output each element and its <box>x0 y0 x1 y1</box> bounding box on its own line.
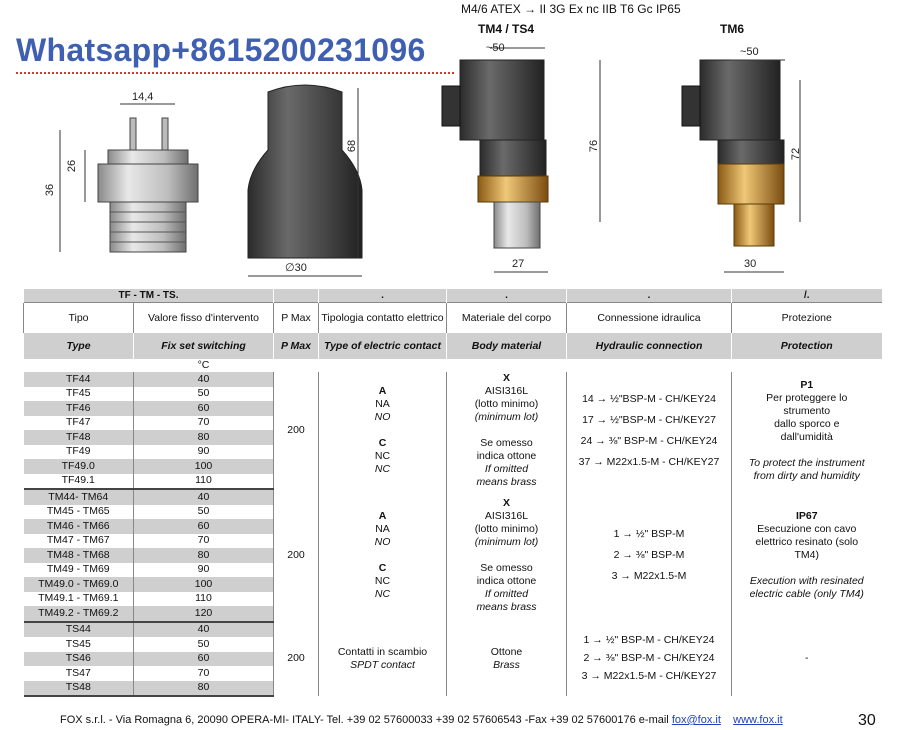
protection-cell-line: strumento <box>783 404 831 417</box>
temperature-cell: 80 <box>134 548 274 563</box>
connection-cell <box>567 489 732 622</box>
connection-option: 17 → ½"BSP-M - CH/KEY27 <box>582 413 716 426</box>
material-cell-line: (lotto minimo) <box>474 398 539 410</box>
contact-cell <box>319 372 447 489</box>
type-cell: TM47 - TM67 <box>46 534 110 547</box>
material-cell-line: If omitted <box>484 587 529 600</box>
col-header-en: Type <box>24 333 134 359</box>
protection-cell-line: Esecuzione con cavo <box>757 522 857 535</box>
unit-label: °C <box>197 359 210 371</box>
connection-option: 2 → ⅜" BSP-M <box>613 548 685 561</box>
temperature-cell: 100 <box>134 459 274 474</box>
connection-option: 3 → M22x1.5-M <box>611 569 687 582</box>
temperature-cell: 120 <box>134 606 274 622</box>
material-cell <box>447 489 567 622</box>
protection-cell <box>732 372 882 489</box>
col-header: Materiale del corpo <box>447 303 567 334</box>
type-cell: TF45 <box>65 387 91 400</box>
tm4-drawing <box>442 48 600 272</box>
col-header: Connessione idraulica <box>567 303 732 334</box>
watermark-text: Whatsapp+8615200231096 <box>16 32 426 68</box>
material-cell-line: Brass <box>493 658 520 671</box>
type-cell: TS48 <box>24 681 134 697</box>
temperature-cell: 50 <box>134 387 274 402</box>
type-cell: TF48 <box>24 430 134 445</box>
material-cell <box>447 622 567 697</box>
page-number: 30 <box>858 712 876 729</box>
protection-cell-line: elettrico resinato (solo <box>755 535 859 548</box>
temperature-cell: 70 <box>134 666 274 681</box>
temperature-cell: 60 <box>134 519 274 534</box>
product-drawings <box>0 0 898 289</box>
contact-cell-line: Contatti in scambio <box>337 645 428 658</box>
type-cell: TM44- TM64 <box>24 489 134 505</box>
protection-cell <box>732 622 882 697</box>
material-cell-line: Se omesso <box>480 437 533 449</box>
footer-address: FOX s.r.l. - Via Romagna 6, 20090 OPERA-MI- ITALY- Tel. +39 02 57600033 +39 02 57606543 -Fax +39 02 57600176 e-mail <box>60 714 669 726</box>
type-cell: TF46 <box>24 401 134 416</box>
material-cell-line: AISI316L <box>484 509 529 522</box>
material-cell-line: (lotto minimo) <box>474 522 539 535</box>
table-row <box>24 372 882 387</box>
header-row-en <box>24 333 882 359</box>
temperature-cell: 80 <box>134 430 274 445</box>
type-cell: TS46 <box>24 652 134 667</box>
header-row-it <box>24 303 882 334</box>
dim-height-2: 68 <box>346 139 359 153</box>
protection-cell-line: IP67 <box>795 509 818 522</box>
table-group-header <box>24 289 882 303</box>
contact-cell-line: NC <box>374 574 391 587</box>
tm4-title: TM4 / TS4 <box>478 22 535 36</box>
temperature-cell: 60 <box>134 652 274 667</box>
col-header: Valore fisso d'intervento <box>134 303 274 334</box>
col-header-en: Hydraulic connection <box>567 333 732 359</box>
dot-4: /. <box>732 289 882 303</box>
type-cell: TF49.1 <box>24 474 134 490</box>
contact-cell-line: NC <box>374 450 391 462</box>
contact-cell-line: NA <box>375 398 390 410</box>
dim-bottom-3: 27 <box>512 258 525 270</box>
material-cell-line: means brass <box>476 600 537 613</box>
type-cell: TF44 <box>24 372 134 387</box>
protection-cell <box>732 489 882 622</box>
type-cell: TM48 - TM68 <box>24 548 134 563</box>
connection-cell <box>567 622 732 697</box>
unit-row <box>24 359 882 372</box>
dim-height-4: 72 <box>790 147 803 161</box>
temperature-cell: 100 <box>134 577 274 592</box>
dot-2: . <box>447 289 567 303</box>
material-cell <box>447 372 567 489</box>
cap-drawing <box>248 85 362 276</box>
tm6-title: TM6 <box>720 22 744 36</box>
dim-height-3: 76 <box>588 139 601 153</box>
footer-email-link[interactable]: fox@fox.it <box>671 714 721 726</box>
contact-cell-line: SPDT contact <box>350 658 415 671</box>
temperature-cell: 110 <box>134 474 274 490</box>
material-cell-line: If omitted <box>484 463 529 475</box>
protection-cell-line: To protect the instrument <box>748 456 865 469</box>
contact-cell-line: NA <box>375 522 390 535</box>
connection-option: 2 → ⅜" BSP-M - CH/KEY24 <box>583 652 715 665</box>
dim-width-1: 14,4 <box>132 91 154 103</box>
connection-option: 14 → ½"BSP-M - CH/KEY24 <box>582 392 716 405</box>
temperature-cell: 40 <box>134 622 274 638</box>
temperature-cell: 110 <box>134 592 274 607</box>
contact-cell-line <box>319 424 446 437</box>
contact-cell-line: A <box>378 509 387 522</box>
temperature-cell: 60 <box>134 401 274 416</box>
type-cell: TM49.2 - TM69.2 <box>24 606 134 622</box>
temperature-cell: 70 <box>134 416 274 431</box>
connection-option: 24 → ⅜" BSP-M - CH/KEY24 <box>580 434 718 447</box>
protection-cell-line: dall'umidità <box>780 430 833 443</box>
protection-cell-line <box>732 562 882 575</box>
protection-cell-line <box>732 444 882 457</box>
material-cell-line: Ottone <box>490 645 523 658</box>
type-cell: TS45 <box>65 637 91 650</box>
col-header-en: Type of electric contact <box>319 333 447 359</box>
pmax-cell: 200 <box>274 622 319 697</box>
contact-cell-line: C <box>378 437 387 449</box>
material-cell-line: indica ottone <box>476 450 537 462</box>
material-cell-line: X <box>502 372 510 384</box>
tm6-drawing <box>682 60 803 272</box>
type-cell: TM49.0 - TM69.0 <box>24 577 134 592</box>
protection-cell-line: P1 <box>800 378 814 391</box>
protection-cell-line: dallo sporco e <box>774 417 840 430</box>
type-cell: TM49.1 - TM69.1 <box>38 592 119 605</box>
temperature-cell: 50 <box>134 637 274 652</box>
dim-height-1b: 36 <box>44 183 57 197</box>
contact-cell-line: NO <box>374 411 391 423</box>
spec-table <box>23 289 882 697</box>
temperature-cell: 70 <box>134 534 274 549</box>
protection-cell-line: from dirty and humidity <box>753 469 860 482</box>
temperature-cell: 80 <box>134 681 274 697</box>
temperature-cell: 90 <box>134 563 274 578</box>
col-header-en: Body material <box>447 333 567 359</box>
contact-cell-line: C <box>378 561 387 574</box>
material-cell-line: indica ottone <box>476 574 537 587</box>
contact-cell <box>319 489 447 622</box>
type-cell: TM46 - TM66 <box>24 519 134 534</box>
switch-drawing <box>60 104 198 252</box>
protection-cell-line: electric cable (only TM4) <box>749 587 864 600</box>
connection-cell <box>567 372 732 489</box>
temperature-cell: 40 <box>134 489 274 505</box>
type-cell: TF49.0 <box>24 459 134 474</box>
temperature-cell: 40 <box>134 372 274 387</box>
material-cell-line: (minimum lot) <box>474 535 539 548</box>
col-header-en: P Max <box>274 333 319 359</box>
contact-cell-line: NC <box>374 587 391 600</box>
type-cell: TS44 <box>24 622 134 638</box>
col-header: Tipologia contatto elettrico <box>319 303 447 334</box>
material-cell-line: AISI316L <box>484 385 529 397</box>
type-cell: TF47 <box>65 416 91 429</box>
material-cell-line: (minimum lot) <box>474 411 539 423</box>
footer-website-link[interactable]: www.fox.it <box>733 714 783 726</box>
type-cell: TM45 - TM65 <box>46 505 110 518</box>
protection-cell-line: - <box>805 652 809 665</box>
type-cell: TF49 <box>65 445 91 458</box>
protection-cell-line: TM4) <box>794 548 819 561</box>
col-header: Tipo <box>24 303 134 334</box>
contact-cell <box>319 622 447 697</box>
contact-cell-line: NO <box>374 535 391 548</box>
material-cell-line <box>447 424 566 437</box>
dim-bottom-4: 30 <box>744 258 757 270</box>
connection-option: 37 → M22x1.5-M - CH/KEY27 <box>578 455 720 468</box>
pmax-cell: 200 <box>274 489 319 622</box>
dim-diameter-2: ∅30 <box>285 262 307 274</box>
col-header: Protezione <box>732 303 882 334</box>
dim-top-4: ~50 <box>740 46 759 58</box>
material-cell-line: X <box>502 496 510 509</box>
atex-caption: M4/6 ATEX → II 3G Ex nc IIB T6 Gc IP65 <box>461 2 681 16</box>
material-cell-line <box>447 549 566 562</box>
material-cell-line: Se omesso <box>480 561 533 574</box>
dot-1: . <box>319 289 447 303</box>
contact-cell-line: NC <box>374 463 391 475</box>
table-row <box>24 489 882 505</box>
protection-cell-line: Execution with resinated <box>749 574 864 587</box>
table-row <box>24 622 882 638</box>
type-cell: TM49 - TM69 <box>46 563 110 576</box>
contact-cell-line: A <box>378 385 387 397</box>
dim-top-3: ~50 <box>486 42 505 54</box>
connection-option: 1 → ½" BSP-M - CH/KEY24 <box>583 634 715 647</box>
table-body <box>24 372 882 696</box>
pmax-cell: 200 <box>274 372 319 489</box>
col-header-en: Fix set switching <box>134 333 274 359</box>
dot-3: . <box>567 289 732 303</box>
footer <box>60 714 783 726</box>
col-header-en: Protection <box>732 333 882 359</box>
connection-option: 1 → ½" BSP-M <box>613 527 685 540</box>
type-cell: TS47 <box>65 666 91 679</box>
material-cell-line: means brass <box>476 476 537 488</box>
temperature-cell: 50 <box>134 505 274 520</box>
group-label: TF - TM - TS. <box>24 289 274 303</box>
col-header: P Max <box>274 303 319 334</box>
protection-cell-line: Per proteggere lo <box>766 391 848 404</box>
temperature-cell: 90 <box>134 445 274 460</box>
connection-option: 3 → M22x1.5-M - CH/KEY27 <box>581 670 717 683</box>
dim-height-1a: 26 <box>66 159 79 173</box>
contact-cell-line <box>319 549 446 562</box>
